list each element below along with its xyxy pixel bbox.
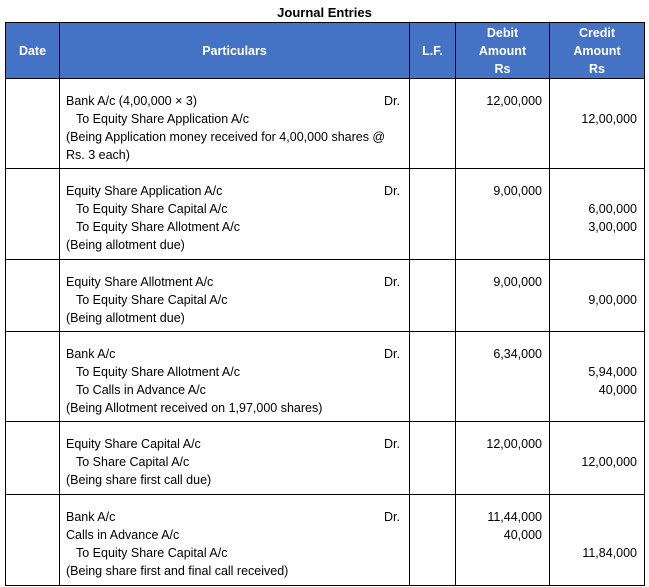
debit-amount [456,381,542,399]
particulars-narration: (Being Allotment received on 1,97,000 shares) [66,401,323,415]
header-lf: L.F. [410,23,456,79]
credit-amount: 40,000 [598,383,637,397]
debit-amount: 40,000 [503,528,542,542]
credit-cell [550,169,645,260]
credit-cell [550,422,645,495]
particulars-narration: (Being allotment due) [66,311,185,325]
particulars-line: Bank A/c [66,510,116,524]
journal-title: Journal Entries [277,5,372,20]
header-debit-line: Rs [494,61,511,76]
credit-amount [550,471,637,489]
credit-amount: 6,00,000 [588,202,637,216]
date-cell [6,169,60,260]
dr-label: Dr. [384,184,400,198]
debit-amount [456,471,542,489]
debit-amount [456,399,542,417]
debit-cell [456,79,550,169]
particulars-narration: (Being share first call due) [66,473,212,487]
debit-amount [456,544,542,562]
journal-table [5,22,645,586]
header-debit-line: Debit [486,25,519,40]
debit-amount [456,562,542,580]
credit-amount: 3,00,000 [588,220,637,234]
particulars-line: To Equity Share Allotment A/c [76,365,240,379]
particulars-cell [60,495,410,586]
credit-amount [550,435,637,453]
particulars-cell [60,260,410,332]
lf-cell [410,260,456,332]
credit-amount [550,526,637,544]
debit-amount [456,110,542,128]
particulars-line: To Share Capital A/c [76,455,190,469]
particulars-line: Equity Share Capital A/c [66,437,201,451]
journal-entry-row [6,260,645,332]
debit-amount [456,128,542,146]
lf-cell [410,332,456,422]
particulars-line: To Equity Share Capital A/c [76,202,228,216]
header-debit-line: Amount [478,43,527,58]
particulars-line: To Calls in Advance A/c [76,383,206,397]
date-cell [6,422,60,495]
credit-amount [550,345,637,363]
credit-amount: 12,00,000 [581,455,637,469]
credit-cell [550,260,645,332]
header-credit-line: Rs [589,61,605,76]
dr-label: Dr. [384,510,400,524]
dr-label: Dr. [384,275,400,289]
debit-amount [456,291,542,309]
credit-amount [550,562,637,580]
date-cell [6,260,60,332]
particulars-line: To Equity Share Allotment A/c [76,220,240,234]
credit-amount [550,508,637,526]
credit-amount [550,128,637,146]
date-cell [6,495,60,586]
particulars-cell [60,79,410,169]
credit-amount [550,309,637,327]
credit-amount [550,236,637,254]
header-credit-line: Credit [578,25,616,40]
debit-cell [456,495,550,586]
credit-amount: 11,84,000 [582,546,637,560]
header-date: Date [6,23,60,79]
particulars-line: Calls in Advance A/c [66,528,180,542]
lf-cell [410,79,456,169]
journal-entry-row [6,169,645,260]
particulars-line: To Equity Share Application A/c [76,112,250,126]
particulars-line: Bank A/c [66,347,116,361]
date-cell [6,79,60,169]
credit-cell [550,332,645,422]
debit-amount [456,218,542,236]
particulars-cell [60,422,410,495]
particulars-cell [60,332,410,422]
date-cell [6,332,60,422]
credit-amount [550,182,637,200]
dr-label: Dr. [384,94,400,108]
debit-amount [456,363,542,381]
particulars-line: Equity Share Application A/c [66,184,223,198]
header-particulars: Particulars [60,23,410,79]
header-row [6,23,645,79]
debit-amount: 9,00,000 [493,184,542,198]
credit-amount [550,273,637,291]
journal-entry-row [6,422,645,495]
credit-cell [550,79,645,169]
particulars-line: Equity Share Allotment A/c [66,275,214,289]
particulars-narration: (Being Application money received for 4,00,000 shares @ Rs. 3 each) [66,130,386,162]
debit-amount [456,309,542,327]
debit-amount: 6,34,000 [493,347,542,361]
debit-amount [456,453,542,471]
lf-cell [410,169,456,260]
credit-amount [550,399,637,417]
credit-amount: 9,00,000 [588,293,637,307]
journal-entry-row [6,495,645,586]
credit-amount: 12,00,000 [581,112,637,126]
journal-entry-row [6,332,645,422]
credit-amount [550,92,637,110]
particulars-line: To Equity Share Capital A/c [76,546,228,560]
particulars-cell [60,169,410,260]
dr-label: Dr. [384,347,400,361]
debit-amount [456,200,542,218]
debit-cell [456,422,550,495]
lf-cell [410,422,456,495]
debit-cell [456,332,550,422]
debit-amount: 9,00,000 [493,275,542,289]
header-credit [550,23,645,79]
credit-amount: 5,94,000 [588,365,637,379]
debit-amount: 12,00,000 [486,94,542,108]
credit-cell [550,495,645,586]
header-debit [456,23,550,79]
particulars-narration: (Being allotment due) [66,238,185,252]
debit-cell [456,260,550,332]
particulars-narration: (Being share first and final call received) [66,564,289,578]
debit-amount: 12,00,000 [486,437,542,451]
dr-label: Dr. [384,437,400,451]
debit-amount [456,236,542,254]
particulars-line: To Equity Share Capital A/c [76,293,228,307]
debit-amount: 11,44,000 [487,510,542,524]
journal-entry-row [6,79,645,169]
particulars-line: Bank A/c (4,00,000 × 3) [66,94,197,108]
debit-cell [456,169,550,260]
header-credit-line: Amount [573,43,621,58]
lf-cell [410,495,456,586]
